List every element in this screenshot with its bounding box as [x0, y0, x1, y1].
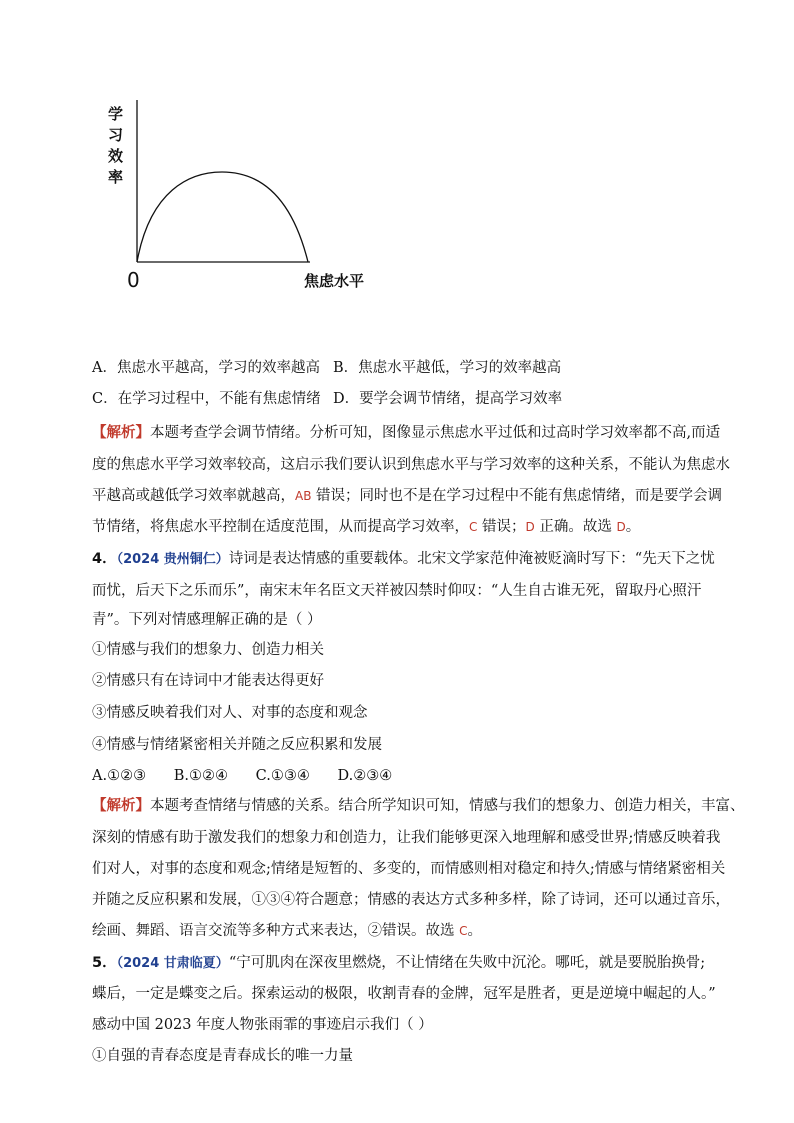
analysis-text: 绘画、舞蹈、语言交流等多种方式来表达，②错误。故选 [92, 923, 460, 939]
question-4-item-1: ①情感与我们的想象力、创造力相关 [92, 642, 324, 658]
question-4-item-2: ②情感只有在诗词中才能表达得更好 [92, 673, 324, 689]
analysis-line-4 [92, 518, 640, 536]
analysis-text: 错误； [477, 519, 526, 535]
question-source: （2024 贵州铜仁） [116, 552, 229, 567]
analysis-line-1 [92, 424, 720, 442]
option-code: D [525, 520, 535, 534]
efficiency-curve [137, 172, 308, 262]
analysis-line-2: 度的焦虑水平学习效率较高，这启示我们要认识到焦虑水平与学习效率的这种关系，不能认为焦虑水 [92, 457, 730, 473]
option-code: AB [295, 489, 312, 503]
question-source: （2024 甘肃临夏） [116, 956, 229, 971]
question-4-line-2: 而忧，后天下之乐而乐”，南宋末年名臣文天祥被囚禁时仰叹：“人生自古谁无死，留取丹心照汗 [92, 583, 702, 599]
question-5-line-2: 蝶后，一定是蝶变之后。探索运动的极限，收割青春的金牌，冠军是胜者，更是逆境中崛起的人。” [92, 986, 716, 1002]
question-stem: 诗词是表达情感的重要载体。北宋文学家范仲淹被贬滴时写下：“先天下之忧 [228, 551, 715, 567]
option-code: D [616, 520, 626, 534]
question-stem: “宁可肌肉在深夜里燃烧，不让情绪在失败中沉沦。哪吒，就是要脱胎换骨; [228, 955, 706, 971]
question-4-line-1 [92, 550, 715, 569]
analysis-tag: 【解析】 [92, 424, 150, 441]
analysis-text: 平越高或越低学习效率就越高， [92, 488, 295, 504]
option-d: D．要学会调节情绪，提高学习效率 [333, 391, 563, 407]
option-code: C [459, 924, 468, 938]
question-5-line-1 [92, 954, 705, 973]
analysis-text: 本题考查情绪与情感的关系。结合所学知识可知，情感与我们的想象力、创造力相关，丰富、 [150, 798, 745, 814]
q4-analysis-line-4: 并随之反应积累和发展，①③④符合题意；情感的表达方式多种多样，除了诗词，还可以通过音乐， [92, 892, 730, 908]
question-4-item-3: ③情感反映着我们对人、对事的态度和观念 [92, 705, 368, 721]
x-axis-label: 焦虑水平 [304, 272, 365, 290]
question-number: 5． [92, 955, 117, 971]
question-4-line-3: 青”。下列对情感理解正确的是（ ） [92, 612, 322, 628]
question-number: 4． [92, 551, 117, 567]
analysis-text: 节情绪，将焦虑水平控制在适度范围，从而提高学习效率， [92, 519, 469, 535]
analysis-line-3 [92, 487, 722, 505]
question-4-item-4: ④情感与情绪紧密相关并随之反应积累和发展 [92, 737, 382, 753]
option-code: C [469, 520, 478, 534]
question-5-item-1: ①自强的青春态度是青春成长的唯一力量 [92, 1048, 353, 1064]
curve-chart [0, 0, 794, 300]
q4-analysis-line-2: 深刻的情感有助于激发我们的想象力和创造力，让我们能够更深入地理解和感受世界;情感反映着我 [92, 830, 721, 846]
option-b: B．焦虑水平越低，学习的效率越高 [333, 360, 562, 376]
option-a: A．焦虑水平越高，学习的效率越高 [92, 360, 320, 376]
analysis-text: 正确。故选 [534, 519, 617, 535]
y-axis-label: 学习效率 [108, 105, 124, 186]
analysis-text: 本题考查学会调节情绪。分析可知，图像显示焦虑水平过低和过高时学习效率都不高,而适 [150, 425, 721, 441]
question-5-line-3: 感动中国 2023 年度人物张雨霏的事迹启示我们（ ） [92, 1017, 433, 1033]
q4-analysis-line-3: 们对人，对事的态度和观念;情绪是短暂的、多变的，而情感则相对稳定和持久;情感与情绪紧密相关 [92, 861, 726, 877]
origin-label: 0 [127, 268, 140, 292]
analysis-text: 。 [625, 519, 641, 535]
analysis-text: 。 [467, 923, 482, 939]
q4-analysis-line-1 [92, 797, 745, 815]
analysis-text: 错误；同时也不是在学习过程中不能有焦虑情绪，而是要学会调 [311, 488, 723, 504]
analysis-tag: 【解析】 [92, 797, 150, 814]
q4-analysis-line-5 [92, 922, 482, 940]
question-4-choices: A.①②③ B.①②④ C.①③④ D.②③④ [92, 768, 393, 784]
option-c: C．在学习过程中，不能有焦虑情绪 [92, 391, 321, 407]
